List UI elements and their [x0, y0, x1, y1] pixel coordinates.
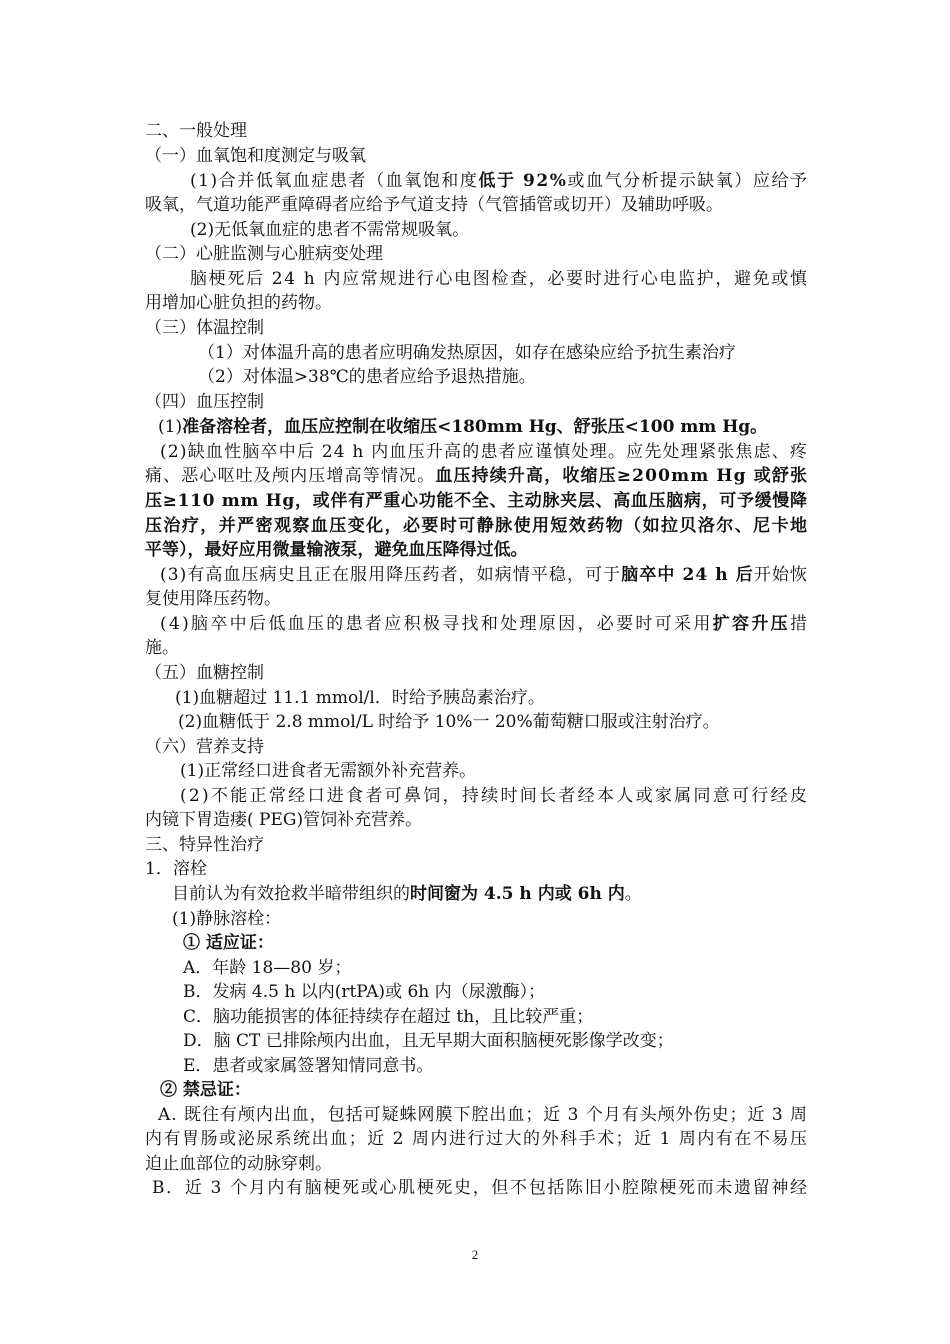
text-line: [183, 1029, 674, 1053]
text-run: 。: [624, 884, 642, 904]
text-run: A．年龄 18—80 岁；: [183, 958, 352, 978]
text-run: 措: [790, 614, 810, 634]
text-run: （二）心脏监测与心脏病变处理: [145, 244, 383, 264]
text-run: (2)缺血性脑卒中后 24 h 内血压升高的患者应谨慎处理。应先处理紧张焦虑、疼: [160, 442, 809, 462]
bold-text-run: 脑卒中 24 h 后: [621, 565, 754, 585]
text-line: [198, 341, 736, 365]
text-line: [145, 1127, 809, 1151]
text-line: [145, 119, 247, 143]
text-line: [183, 956, 351, 980]
text-line: [145, 661, 264, 685]
text-line: [178, 710, 720, 734]
text-line: [145, 291, 332, 315]
text-run: D．脑 CT 已排除颅内出血，且无早期大面积脑梗死影像学改变；: [183, 1031, 674, 1051]
text-run: （1）对体温升高的患者应明确发热原因，如存在感染应给予抗生素治疗: [198, 343, 736, 363]
bold-text-run: ② 禁忌证：: [160, 1080, 251, 1100]
text-run: 脑梗死后 24 h 内应常规进行心电图检查，必要时进行心电监护，避免或慎: [190, 269, 809, 289]
text-line: [145, 316, 264, 340]
text-run: (2)血糖低于 2.8 mmol/L 时给予 10%一 20%葡萄糖口服或注射治疗。: [178, 712, 720, 732]
text-line: [145, 242, 383, 266]
text-run: 或血气分析提示缺氧）应给予: [567, 171, 809, 191]
text-line: [145, 833, 264, 857]
text-line: [198, 365, 536, 389]
text-line: [145, 390, 264, 414]
text-run: 开始恢: [753, 565, 809, 585]
text-run: B．近 3 个月内有脑梗死或心肌梗死史，但不包括陈旧小腔隙梗死而未遗留神经: [152, 1178, 809, 1198]
text-line: [160, 563, 808, 587]
text-line: [180, 759, 476, 783]
bold-text-run: 血压持续升高，收缩压≥200mm Hg 或舒张: [435, 466, 809, 486]
page-number: 2: [471, 1247, 479, 1262]
text-run: 1．溶栓: [145, 859, 207, 879]
text-line: [160, 1078, 251, 1102]
text-line: [145, 514, 808, 538]
text-run: C．脑功能损害的体征持续存在超过 th，且比较严重；: [183, 1007, 594, 1027]
text-line: [145, 636, 179, 660]
text-run: (3)有高血压病史且正在服用降压药者，如病情平稳，可于: [160, 565, 622, 585]
text-run: 施。: [145, 638, 179, 658]
bold-text-run: 压治疗，并严密观察血压变化，必要时可静脉使用短效药物（如拉贝洛尔、尼卡地: [145, 516, 809, 536]
text-run: 目前认为有效抢救半暗带组织的: [172, 884, 410, 904]
text-line: [145, 587, 281, 611]
text-line: [152, 1176, 809, 1200]
text-run: （四）血压控制: [145, 392, 264, 412]
text-line: [158, 415, 767, 439]
text-line: [145, 144, 366, 168]
text-run: （2）对体温>38℃的患者应给予退热措施。: [198, 367, 536, 387]
text-run: 迫止血部位的动脉穿刺。: [145, 1154, 332, 1174]
text-run: 用增加心脏负担的药物。: [145, 293, 332, 313]
text-line: [145, 193, 723, 217]
text-line: [160, 440, 808, 464]
text-run: B．发病 4.5 h 以内(rtPA)或 6h 内（尿激酶）；: [183, 982, 546, 1002]
text-line: [145, 857, 207, 881]
text-line: [145, 489, 808, 513]
bold-text-run: 压≥110 mm Hg，或伴有严重心功能不全、主动脉夹层、高血压脑病，可予缓慢降: [145, 491, 808, 511]
bold-text-run: ① 适应证：: [183, 933, 274, 953]
text-run: （三）体温控制: [145, 318, 264, 338]
text-run: 内有胃肠或泌尿系统出血；近 2 周内进行过大的外科手术；近 1 周内有在不易压: [145, 1129, 809, 1149]
text-line: [190, 169, 809, 193]
text-run: 内镜下胃造瘘( PEG)管饲补充营养。: [145, 810, 423, 830]
text-line: [145, 1152, 332, 1176]
text-line: [145, 464, 808, 488]
bold-text-run: 低于 92%: [478, 171, 568, 191]
text-run: 复使用降压药物。: [145, 589, 281, 609]
text-run: E．患者或家属签署知情同意书。: [183, 1056, 434, 1076]
text-line: [183, 931, 274, 955]
text-run: 二、一般处理: [145, 121, 247, 141]
text-line: [145, 808, 422, 832]
text-run: (1)静脉溶栓：: [172, 909, 282, 929]
text-line: [145, 735, 264, 759]
text-line: [190, 267, 809, 291]
text-run: (4)脑卒中后低血压的患者应积极寻找和处理原因，必要时可采用: [160, 614, 713, 634]
bold-text-run: 扩容升压: [712, 614, 790, 634]
bold-text-run: 时间窗为 4.5 h 内或 6h 内: [410, 884, 625, 904]
text-line: [175, 686, 545, 710]
text-line: [172, 907, 281, 931]
text-line: [190, 218, 469, 242]
text-run: A. 既往有颅内出血，包括可疑蛛网膜下腔出血；近 3 个月有头颅外伤史；近 3 周: [158, 1105, 808, 1125]
text-run: (1): [158, 417, 183, 437]
text-run: 三、特异性治疗: [145, 835, 264, 855]
text-run: (2)无低氧血症的患者不需常规吸氧。: [190, 220, 470, 240]
text-line: [183, 1005, 593, 1029]
text-run: (2)不能正常经口进食者可鼻饲，持续时间长者经本人或家属同意可行经皮: [180, 786, 810, 806]
text-run: (1)正常经口进食者无需额外补充营养。: [180, 761, 477, 781]
bold-text-run: 平等），最好应用微量输液泵，避免血压降得过低。: [145, 540, 528, 560]
text-run: （一）血氧饱和度测定与吸氧: [145, 146, 366, 166]
text-line: [158, 1103, 808, 1127]
text-run: (1)合并低氧血症患者（血氧饱和度: [190, 171, 479, 191]
text-run: （六）营养支持: [145, 737, 264, 757]
text-line: [172, 882, 642, 906]
text-line: [160, 612, 809, 636]
text-line: [183, 980, 545, 1004]
text-line: [145, 538, 528, 562]
text-run: （五）血糖控制: [145, 663, 264, 683]
text-run: (1)血糖超过 11.1 mmol/l．时给予胰岛素治疗。: [175, 688, 545, 708]
bold-text-run: 准备溶栓者，血压应控制在收缩压<180mm Hg、舒张压<100 mm Hg。: [182, 417, 768, 437]
text-line: [183, 1054, 433, 1078]
text-run: 吸氧，气道功能严重障碍者应给予气道支持（气管插管或切开）及辅助呼吸。: [145, 195, 723, 215]
text-run: 痛、恶心呕吐及颅内压增高等情况。: [145, 466, 436, 486]
text-line: [180, 784, 809, 808]
